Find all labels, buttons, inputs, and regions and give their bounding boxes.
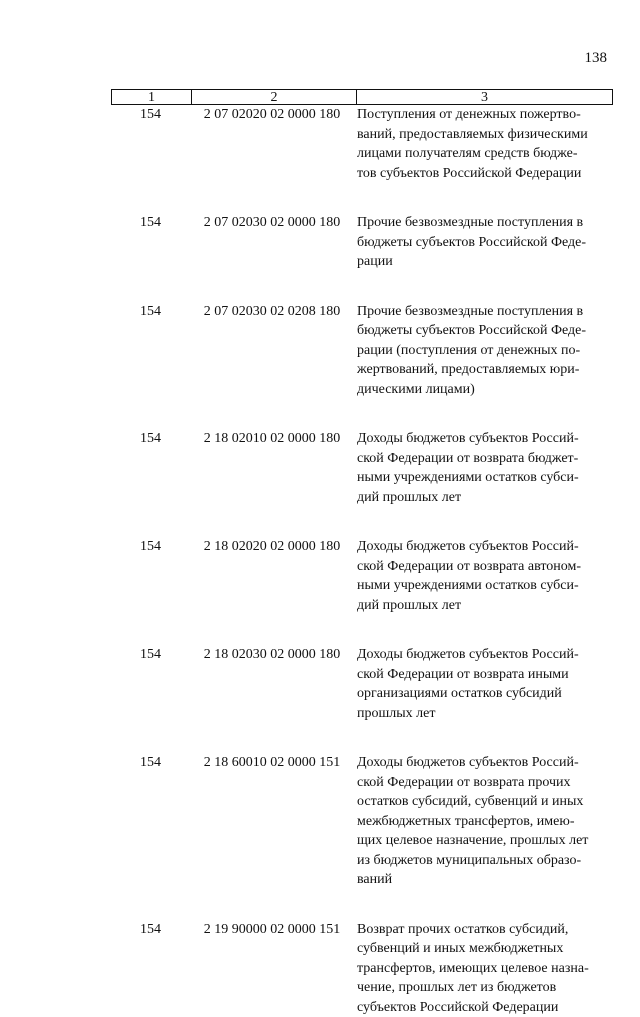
description-line: организациями остатков субсидий bbox=[357, 684, 613, 704]
description-line: Прочие безвозмездные поступления в bbox=[357, 302, 613, 322]
description-line: прошлых лет bbox=[357, 704, 613, 724]
description-line: дий прошлых лет bbox=[357, 596, 613, 616]
table-row bbox=[111, 429, 613, 507]
column-header-1: 1 bbox=[112, 90, 192, 104]
income-description-cell bbox=[357, 105, 613, 183]
budget-code-table bbox=[111, 89, 613, 1017]
description-line: Поступления от денежных пожертво- bbox=[357, 105, 613, 125]
admin-code-cell: 154 bbox=[111, 105, 190, 125]
description-line: Прочие безвозмездные поступления в bbox=[357, 213, 613, 233]
admin-code-cell: 154 bbox=[111, 537, 190, 557]
income-description-cell bbox=[357, 213, 613, 272]
description-line: ваний, предоставляемых физическими bbox=[357, 125, 613, 145]
description-line: дическими лицами) bbox=[357, 380, 613, 400]
description-line: Возврат прочих остатков субсидий, bbox=[357, 920, 613, 940]
description-line: ской Федерации от возврата прочих bbox=[357, 773, 613, 793]
admin-code-cell: 154 bbox=[111, 213, 190, 233]
income-description-cell bbox=[357, 302, 613, 400]
income-description-cell bbox=[357, 920, 613, 1017]
admin-code-cell: 154 bbox=[111, 920, 190, 940]
description-line: трансфертов, имеющих целевое назна- bbox=[357, 959, 613, 979]
description-line: щих целевое назначение, прошлых лет bbox=[357, 831, 613, 851]
table-row bbox=[111, 213, 613, 272]
description-line: дий прошлых лет bbox=[357, 488, 613, 508]
table-header-row bbox=[111, 89, 613, 105]
income-description-cell bbox=[357, 645, 613, 723]
description-line: жертвований, предоставляемых юри- bbox=[357, 360, 613, 380]
page-number: 138 bbox=[585, 50, 608, 67]
description-line: Доходы бюджетов субъектов Россий- bbox=[357, 429, 613, 449]
table-row bbox=[111, 537, 613, 615]
description-line: рации bbox=[357, 252, 613, 272]
income-description-cell bbox=[357, 753, 613, 890]
column-header-2: 2 bbox=[192, 90, 357, 104]
budget-classification-code-cell: 2 18 02030 02 0000 180 bbox=[190, 645, 354, 665]
description-line: межбюджетных трансфертов, имею- bbox=[357, 812, 613, 832]
description-line: ской Федерации от возврата автоном- bbox=[357, 557, 613, 577]
budget-classification-code-cell: 2 07 02020 02 0000 180 bbox=[190, 105, 354, 125]
table-row bbox=[111, 105, 613, 183]
table-body bbox=[111, 105, 613, 1017]
table-row bbox=[111, 920, 613, 1017]
table-row bbox=[111, 753, 613, 890]
budget-classification-code-cell: 2 07 02030 02 0208 180 bbox=[190, 302, 354, 322]
table-row bbox=[111, 645, 613, 723]
budget-classification-code-cell: 2 18 60010 02 0000 151 bbox=[190, 753, 354, 773]
admin-code-cell: 154 bbox=[111, 429, 190, 449]
column-header-3: 3 bbox=[357, 90, 612, 104]
description-line: Доходы бюджетов субъектов Россий- bbox=[357, 753, 613, 773]
budget-classification-code-cell: 2 19 90000 02 0000 151 bbox=[190, 920, 354, 940]
description-line: чение, прошлых лет из бюджетов bbox=[357, 978, 613, 998]
description-line: Доходы бюджетов субъектов Россий- bbox=[357, 537, 613, 557]
description-line: Доходы бюджетов субъектов Россий- bbox=[357, 645, 613, 665]
table-row bbox=[111, 302, 613, 400]
income-description-cell bbox=[357, 537, 613, 615]
budget-classification-code-cell: 2 07 02030 02 0000 180 bbox=[190, 213, 354, 233]
income-description-cell bbox=[357, 429, 613, 507]
description-line: из бюджетов муниципальных образо- bbox=[357, 851, 613, 871]
admin-code-cell: 154 bbox=[111, 302, 190, 322]
description-line: субъектов Российской Федерации bbox=[357, 998, 613, 1017]
admin-code-cell: 154 bbox=[111, 753, 190, 773]
description-line: субвенций и иных межбюджетных bbox=[357, 939, 613, 959]
budget-classification-code-cell: 2 18 02020 02 0000 180 bbox=[190, 537, 354, 557]
description-line: ской Федерации от возврата иными bbox=[357, 665, 613, 685]
description-line: ской Федерации от возврата бюджет- bbox=[357, 449, 613, 469]
description-line: бюджеты субъектов Российской Феде- bbox=[357, 321, 613, 341]
admin-code-cell: 154 bbox=[111, 645, 190, 665]
description-line: ваний bbox=[357, 870, 613, 890]
description-line: бюджеты субъектов Российской Феде- bbox=[357, 233, 613, 253]
description-line: ными учреждениями остатков субси- bbox=[357, 576, 613, 596]
budget-classification-code-cell: 2 18 02010 02 0000 180 bbox=[190, 429, 354, 449]
description-line: лицами получателям средств бюдже- bbox=[357, 144, 613, 164]
description-line: рации (поступления от денежных по- bbox=[357, 341, 613, 361]
description-line: тов субъектов Российской Федерации bbox=[357, 164, 613, 184]
description-line: остатков субсидий, субвенций и иных bbox=[357, 792, 613, 812]
description-line: ными учреждениями остатков субси- bbox=[357, 468, 613, 488]
